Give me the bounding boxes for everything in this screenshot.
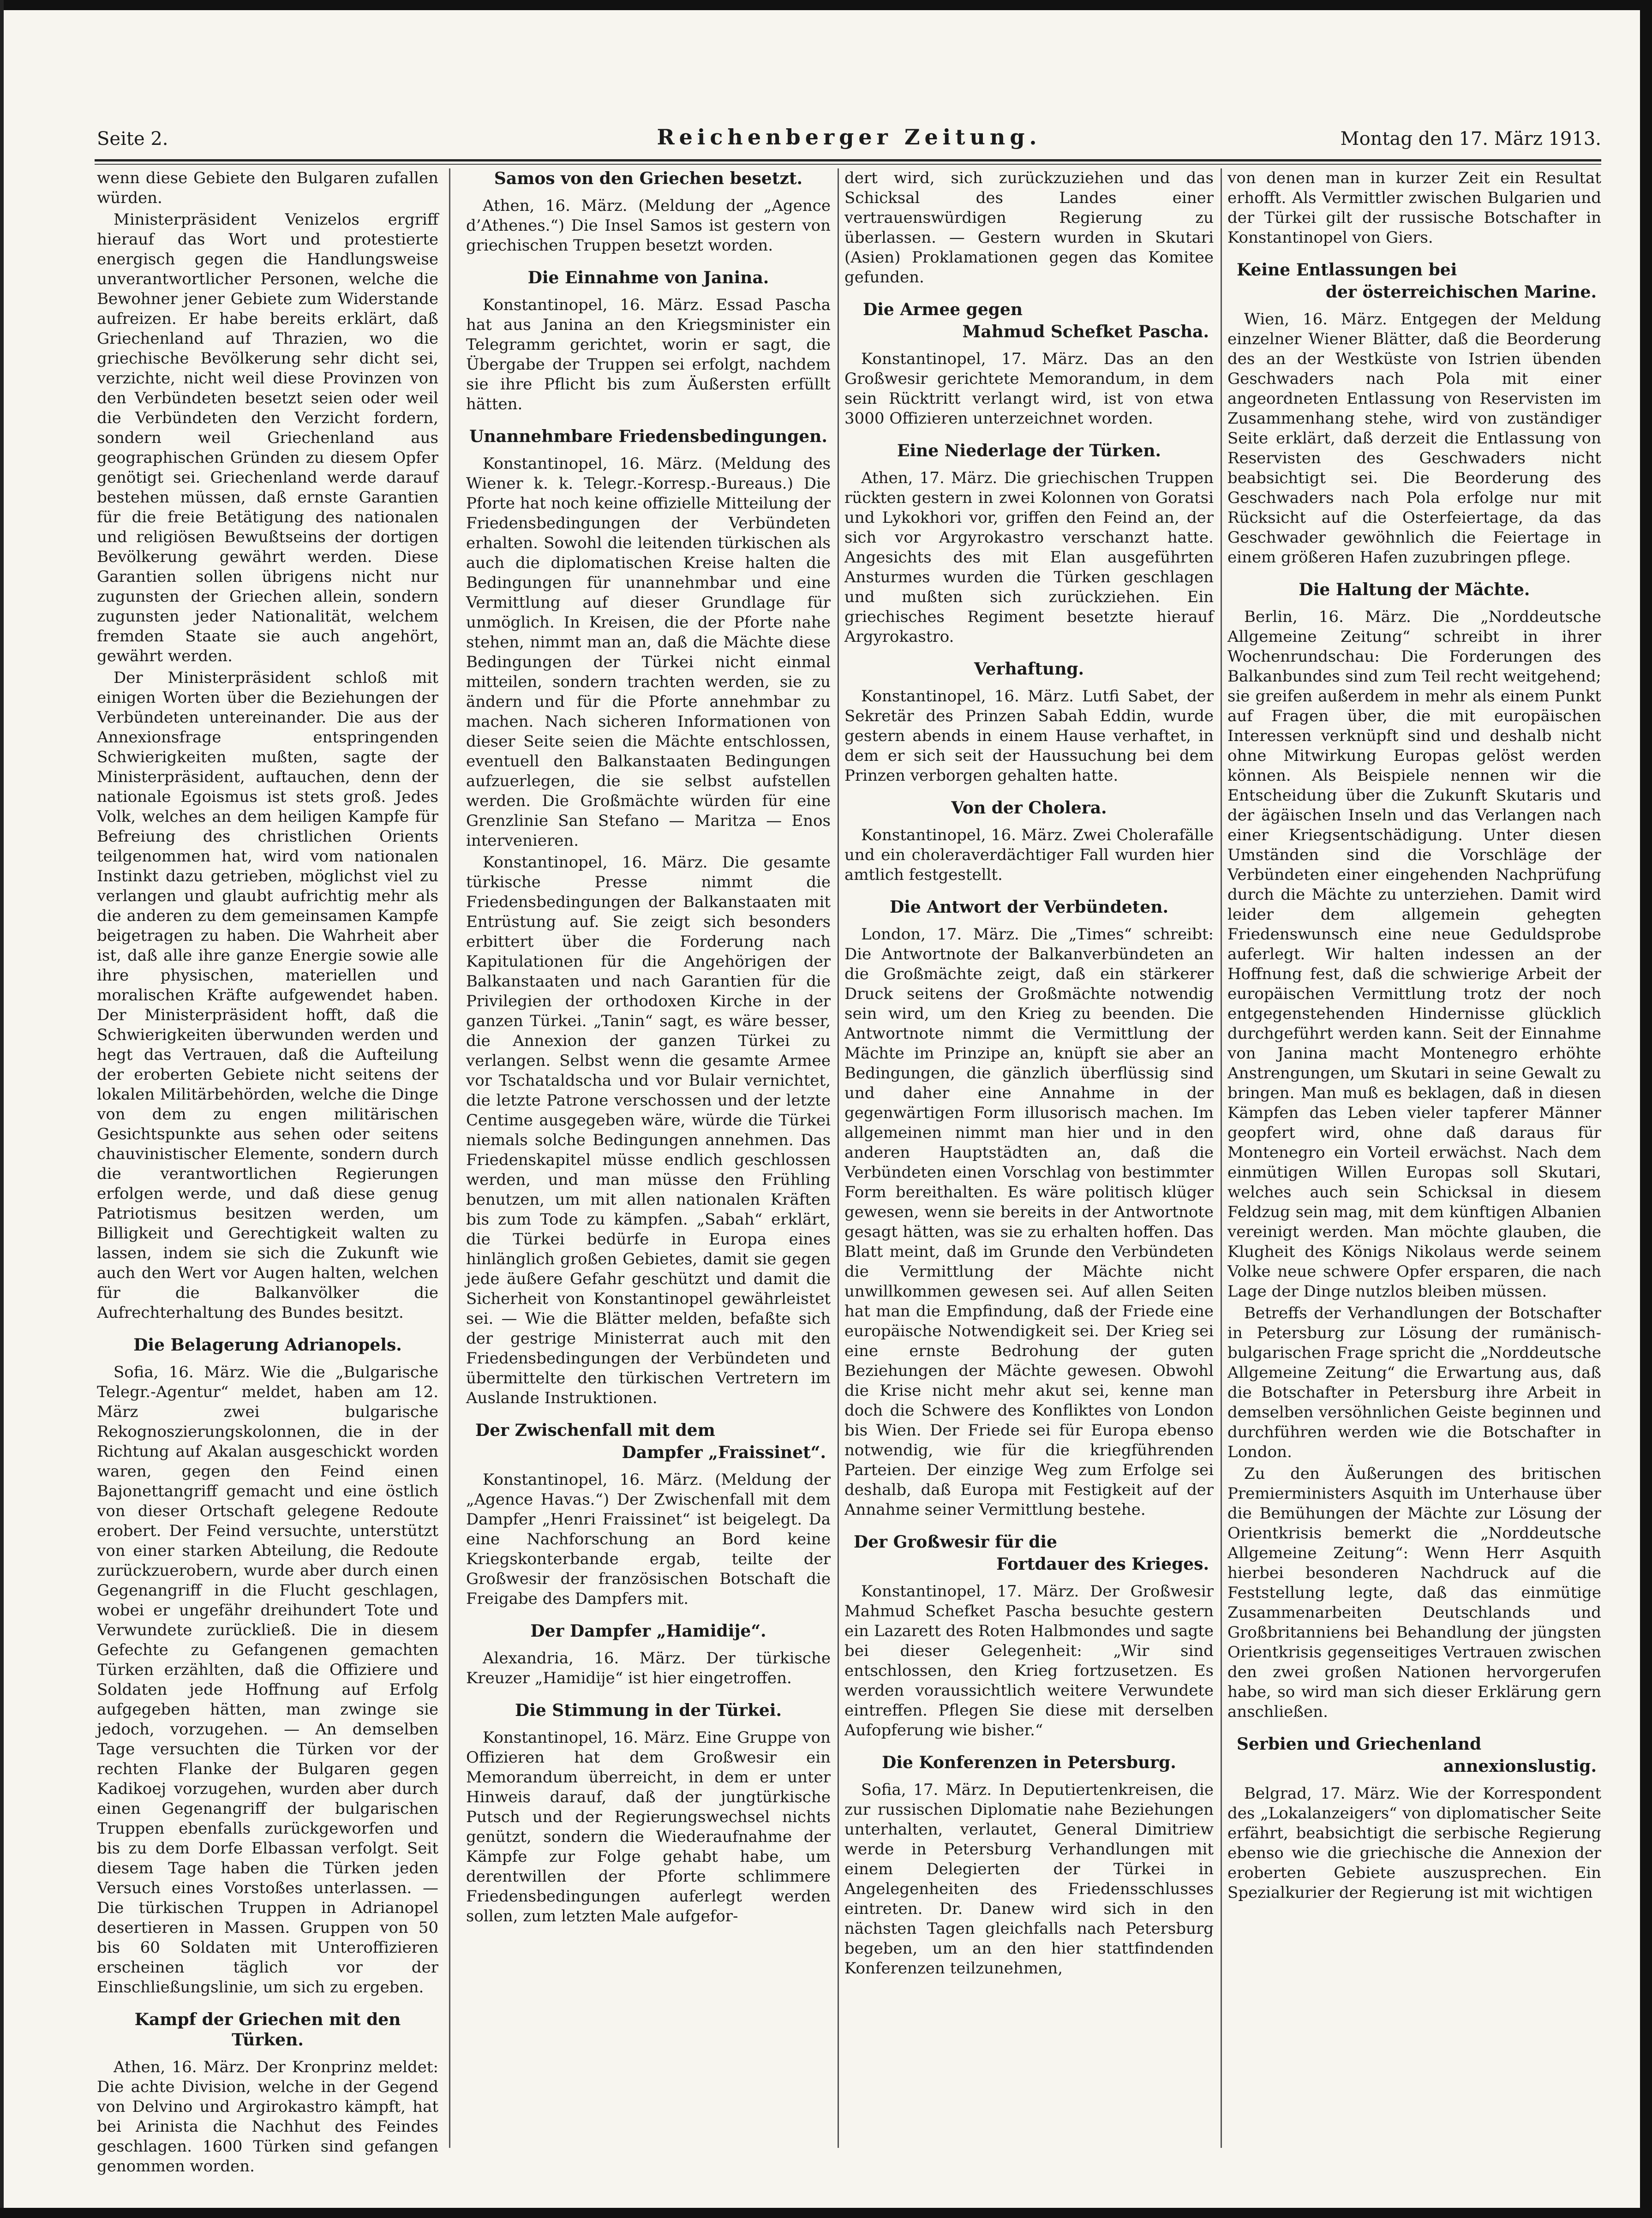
article-headline: Die Armee gegen xyxy=(863,300,1023,319)
article-headline: Die Haltung der Mächte. xyxy=(1299,580,1530,599)
article-paragraph: Belgrad, 17. März. Wie der Korrespondent des „Lokalanzeigers“ von diplomatischer Seite erfährt, beabsichtigt die serbische Regierung ebenso wie die griechische die Annexion der eroberten Gebiete auszusprechen. Ein Spezialkurier der Regierung ist mit wichtigen xyxy=(1227,1784,1601,1902)
article-paragraph: Zu den Äußerungen des britischen Premierministers Asquith im Unterhause über die Bemühungen der Mächte zur Lösung der Orientkrisis bemerkt die „Norddeutsche Allgemeine Zeitung“: Wenn Herr Asquith hierbei besonderen Nachdruck auf die Feststellung legte, daß das einmütige Zusammenarbeiten Deutschlands und Großbritanniens bei Behandlung der jüngsten Orientkrisis gegenseitiges Vertrauen zwischen den zwei großen Nationen hervorgerufen habe, so wird man sich dieser Erklärung gern anschließen. xyxy=(1227,1465,1601,1721)
article-paragraph: Berlin, 16. März. Die „Norddeutsche Allgemeine Zeitung“ schreibt in ihrer Wochenrundschau: Die Forderungen des Balkanbundes sind zum Teil recht weitgehend; sie greifen außerdem in mehr als einem Punkt auf Fragen über, die mit europäischen Interessen verknüpft sind und deshalb nicht ohne Mitwirkung Europas gelöst werden können. Als Beispiele nennen wir die Entscheidung über die Zukunft Skutaris und der ägäischen Inseln und das Verlangen nach einer Kriegsentschädigung. Unter diesen Umständen sind die Vorschläge der Verbündeten einer eingehenden Nachprüfung durch die Mächte zu unterziehen. Damit wird leider dem allgemein gehegten Friedenswunsch eine neue Geduldsprobe auferlegt. Wir halten indessen an der Hoffnung fest, daß die schwierige Arbeit der europäischen Vermittlung trotz der noch entgegenstehenden Hindernisse glücklich durchgeführt werden kann. Seit der Einnahme von Janina macht Montenegro erhöhte Anstrengungen, um Skutari in seine Gewalt zu bringen. Man muß es beklagen, daß in diesen Kämpfen das Leben vieler tapferer Männer geopfert wird, ohne daß daraus für Montenegro ein Vorteil erwächst. Nach dem einmütigen Willen Europas soll Skutari, welches auch sein Schicksal in diesem Feldzug sein mag, mit dem künftigen Albanien vereinigt werden. Man möchte glauben, die Klugheit des Königs Nikolaus werde seinem Volke neue schwere Opfer ersparen, die nach Lage der Dinge nutzlos bleiben müssen. xyxy=(1227,608,1601,1301)
header-rule-thin xyxy=(95,164,1601,165)
article-headline: Der Zwischenfall mit dem xyxy=(475,1421,715,1440)
article-headline: Von der Cholera. xyxy=(951,798,1107,818)
article-paragraph: Ministerpräsident Venizelos ergriff hierauf das Wort und protestierte energisch gegen die Handlungsweise unverantwortlicher Personen, welche die Bewohner jener Gebiete zum Widerstande aufreizen. Er habe bereits erklärt, daß Griechenland auf Thrazien, wo die griechische Bevölkerung sehr dicht sei, verzichte, nicht weil diese Provinzen von den Verbündeten besetzt seien oder weil die Verbündeten den Verzicht fordern, sondern weil Griechenland aus geographischen Gründen zu diesem Opfer genötigt sei. Griechenland werde darauf bestehen müssen, daß ernste Garantien für die freie Betätigung des nationalen und religiösen Bewußtseins der dortigen Bevölkerung gewährt werden. Diese Garantien sollen übrigens nicht nur zugunsten der Griechen allein, sondern zugunsten jeder Nationalität, welchem fremden Staate sie auch angehört, gewährt werden. xyxy=(97,210,438,665)
article-paragraph: Konstantinopel, 16. März. (Meldung des Wiener k. k. Telegr.-Korresp.-Bureaus.) Die Pforte hat noch keine offizielle Mitteilung der Friedensbedingungen der Verbündeten erhalten. Sowohl die leitenden türkischen als auch die diplomatischen Kreise halten die Bedingungen für unannehmbar und eine Vermittlung auf dieser Grundlage für unmöglich. In Kreisen, die der Pforte nahe stehen, nimmt man an, daß die Mächte diese Bedingungen der Türkei nicht einmal mitteilen, sondern trachten werden, sie zu ändern und für die Pforte annehmbar zu machen. Nach sicheren Informationen von dieser Seite seien die Mächte entschlossen, eventuell den Balkanstaaten Bedingungen aufzuerlegen, die sie selbst aufstellen werden. Die Großmächte würden für eine Grenzlinie San Stefano — Maritza — Enos intervenieren. xyxy=(466,454,831,850)
article-headline-continued: Dampfer „Fraissinet“. xyxy=(622,1443,826,1462)
header-rule xyxy=(95,159,1601,161)
article-paragraph: wenn diese Gebiete den Bulgaren zufallen würden. xyxy=(97,169,438,207)
page-number: Seite 2. xyxy=(97,128,168,149)
scan-border-right xyxy=(1640,0,1652,2218)
article-headline: Die Konferenzen in Petersburg. xyxy=(882,1753,1176,1772)
article-paragraph: Athen, 16. März. (Meldung der „Agence d’Athenes.“) Die Insel Samos ist gestern von griechischen Truppen besetzt worden. xyxy=(466,197,831,255)
masthead-title: Reichenberger Zeitung. xyxy=(657,125,1041,149)
article-paragraph: Konstantinopel, 16. März. Lutfi Sabet, der Sekretär des Prinzen Sabah Eddin, wurde gestern abends in einem Hause verhaftet, in dem er sich seit der Haussuchung bei dem Prinzen verborgen gehalten hatte. xyxy=(844,687,1214,785)
page-header xyxy=(97,125,1601,157)
scan-border-left xyxy=(0,0,4,2218)
article-paragraph: Alexandria, 16. März. Der türkische Kreuzer „Hamidije“ ist hier eingetroffen. xyxy=(466,1649,831,1687)
article-headline: Keine Entlassungen bei xyxy=(1237,260,1457,280)
article-headline: Der Dampfer „Hamidije“. xyxy=(530,1621,766,1641)
scan-border-bottom xyxy=(0,2208,1652,2218)
article-paragraph: dert wird, sich zurückzuziehen und das Schicksal des Landes einer vertrauenswürdigen Regierung zu überlassen. — Gestern wurden in Skutari (Asien) Proklamationen gegen das Komitee gefunden. xyxy=(844,169,1214,287)
article-headline: Die Einnahme von Janina. xyxy=(527,268,769,287)
article-headline: Verhaftung. xyxy=(974,659,1084,679)
column-divider xyxy=(449,168,450,2148)
column-divider xyxy=(1221,168,1222,2148)
article-headline-continued: der österreichischen Marine. xyxy=(1325,282,1597,302)
article-headline-continued: Mahmud Schefket Pascha. xyxy=(962,322,1209,341)
article-headline: Die Antwort der Verbündeten. xyxy=(889,897,1169,917)
article-paragraph: Athen, 16. März. Der Kronprinz meldet: Die achte Division, welche in der Gegend von Delvino und Argirokastro kämpft, hat bei Arinista die Nachhut des Feindes geschlagen. 1600 Türken sind gefangen genommen worden. xyxy=(97,2058,438,2176)
article-paragraph: Der Ministerpräsident schloß mit einigen Worten über die Beziehungen der Verbündeten untereinander. Die aus der Annexionsfrage entspringenden Schwierigkeiten mußten, sagte der Ministerpräsident, auftauchen, denn der nationale Egoismus ist stets groß. Jedes Volk, welches an dem heiligen Kampfe für Befreiung des christlichen Orients teilgenommen hat, wird vom nationalen Instinkt dazu getrieben, möglichst viel zu verlangen und glaubt aufrichtig mehr als die anderen zu dem gemeinsamen Kampfe beigetragen zu haben. Die Wahrheit aber ist, daß alle ihre ganze Energie sowie alle ihre physischen, materiellen und moralischen Kräfte aufgewendet haben. Der Ministerpräsident hofft, daß die Schwierigkeiten überwunden werden und hegt das Vertrauen, daß die Aufteilung der eroberten Gebiete nicht seitens der lokalen Militärbehörden, welche die Dinge von dem zu engen militärischen Gesichtspunkte aus sehen oder seitens chauvinistischer Elemente, sondern durch die verantwortlichen Regierungen erfolgen werde, und daß diese genug Patriotismus besitzen werden, um Billigkeit und Gerechtigkeit walten zu lassen, indem sie sich die Zukunft wie auch den Wert vor Augen halten, welchen für die Balkanvölker die Aufrechterhaltung des Bundes besitzt. xyxy=(97,669,438,1322)
column-1 xyxy=(97,168,438,2176)
article-paragraph: Sofia, 16. März. Wie die „Bulgarische Telegr.-Agentur“ meldet, haben am 12. März zwei bulgarische Rekognoszierungskolonnen, die in der Richtung auf Akalan ausgeschickt worden waren, gegen den Feind einen Bajonettangriff gemacht und eine östlich von dieser Ortschaft gelegene Redoute erobert. Der Feind versuchte, unterstützt von einer starken Abteilung, die Redoute zurückzuerobern, wurde aber durch einen Gegenangriff in die Flucht geschlagen, wobei er ungefähr dreihundert Tote und Verwundete zurückließ. Die in diesem Gefechte zu Gefangenen gemachten Türken erzählten, daß die Offiziere und Soldaten jede Hoffnung auf Erfolg aufgegeben hätten, man zwinge sie jedoch, vorzugehen. — An demselben Tage versuchten die Türken vor der rechten Flanke der Bulgaren gegen Kadikoej vorzugehen, wurden aber durch einen Gegenangriff der bulgarischen Truppen ebenfalls zurückgeworfen und bis zu dem Dorfe Elbassan verfolgt. Seit diesem Tage haben die Türken jeden Versuch eines Vorstoßes unterlassen. — Die türkischen Truppen in Adrianopel desertieren in Massen. Gruppen von 50 bis 60 Soldaten mit Unteroffizieren erscheinen täglich vor der Einschließungslinie, um sich zu ergeben. xyxy=(97,1363,438,1997)
scan-border-top xyxy=(0,0,1652,10)
issue-date: Montag den 17. März 1913. xyxy=(1340,128,1601,149)
article-headline: Die Belagerung Adrianopels. xyxy=(133,1335,402,1355)
article-paragraph: Konstantinopel, 17. März. Das an den Großwesir gerichtete Memorandum, in dem sein Rücktritt verlangt wird, ist von etwa 3000 Offizieren unterzeichnet worden. xyxy=(844,350,1214,428)
column-2 xyxy=(466,168,831,2148)
article-headline-continued: Fortdauer des Krieges. xyxy=(996,1554,1209,1574)
article-paragraph: Betreffs der Verhandlungen der Botschafter in Petersburg zur Lösung der rumänisch-bulgarischen Frage spricht die „Norddeutsche Allgemeine Zeitung“ die Erwartung aus, daß die Botschafter in Petersburg ihre Arbeit in demselben versöhnlichen Geiste beginnen und durchführen werden wie die Botschafter in London. xyxy=(1227,1304,1601,1461)
article-paragraph: Konstantinopel, 17. März. Der Großwesir Mahmud Schefket Pascha besuchte gestern ein Lazarett des Roten Halbmondes und sagte bei dieser Gelegenheit: „Wir sind entschlossen, den Krieg fortzusetzen. Es werden voraussichtlich weitere Verwundete eintreffen. Pflegen Sie diese mit derselben Aufopferung wie bisher.“ xyxy=(844,1582,1214,1740)
article-headline: Samos von den Griechen besetzt. xyxy=(494,169,803,188)
article-paragraph: London, 17. März. Die „Times“ schreibt: Die Antwortnote der Balkanverbündeten an die Großmächte zeigt, daß ein stärkerer Druck seitens der Großmächte notwendig sein wird, um den Krieg zu beenden. Die Antwortnote nimmt die Vermittlung der Mächte im Prinzipe an, knüpft sie aber an Bedingungen, die gänzlich überflüssig sind und daher eine Annahme in der gegenwärtigen Form illusorisch machen. Im allgemeinen nimmt man hier und in den anderen Hauptstädten an, daß die Verbündeten einen Vorschlag von bestimmter Form bereithalten. Es wäre politisch klüger gewesen, wenn sie bereits in der Antwortnote gesagt hätten, was sie zu erhalten hoffen. Das Blatt meint, daß im Grunde den Verbündeten die Vermittlung der Mächte nicht unwillkommen gewesen sei. Auf allen Seiten hat man die Empfindung, daß der Friede eine europäische Notwendigkeit sei. Der Krieg sei eine ernste Bedrohung der guten Beziehungen der Mächte gewesen. Obwohl die Krise nicht mehr akut sei, kenne man doch die Schwere des Konfliktes von London bis Wien. Der Friede sei für Europa ebenso notwendig, wie für die kriegführenden Parteien. Der einzige Weg zum Erfolge sei deshalb, daß Europa mit Festigkeit auf der Annahme seiner Vermittlung bestehe. xyxy=(844,925,1214,1519)
column-4 xyxy=(1227,168,1601,2148)
article-paragraph: Konstantinopel, 16. März. Eine Gruppe von Offizieren hat dem Großwesir ein Memorandum überreicht, in dem er unter Hinweis darauf, daß der jungtürkische Putsch und der Regierungswechsel nichts genützt, sondern die Wiederaufnahme der Kämpfe zur Folge gehabt habe, um derentwillen der Pforte schlimmere Friedensbedingungen auferlegt werden sollen, zum letzten Male aufgefor- xyxy=(466,1728,831,1925)
column-divider xyxy=(838,168,839,2148)
article-headline-continued: annexionslustig. xyxy=(1443,1757,1597,1776)
column-3 xyxy=(844,168,1214,2148)
article-paragraph: Konstantinopel, 16. März. Essad Pascha hat aus Janina an den Kriegsminister ein Telegramm gerichtet, worin er sagt, die Übergabe der Truppen sei erfolgt, nachdem sie ihre Pflicht bis zum Äußersten erfüllt hätten. xyxy=(466,296,831,413)
article-headline: Kampf der Griechen mit den Türken. xyxy=(134,2010,401,2050)
article-paragraph: Konstantinopel, 16. März. Zwei Cholerafälle und ein choleraverdächtiger Fall wurden hier amtlich festgestellt. xyxy=(844,826,1214,884)
article-paragraph: Athen, 17. März. Die griechischen Truppen rückten gestern in zwei Kolonnen von Goratsi und Lykokhori vor, griffen den Feind an, der sich vor Argyrokastro verschanzt hatte. Angesichts des mit Elan ausgeführten Ansturmes wurden die Türken geschlagen und mußten sich zurückziehen. Ein griechisches Regiment besetzte hierauf Argyrokastro. xyxy=(844,469,1214,646)
article-headline: Die Stimmung in der Türkei. xyxy=(515,1701,782,1720)
article-headline: Serbien und Griechenland xyxy=(1237,1734,1482,1754)
article-headline: Der Großwesir für die xyxy=(854,1532,1057,1552)
article-paragraph: Wien, 16. März. Entgegen der Meldung einzelner Wiener Blätter, daß die Beorderung des an der Westküste von Istrien übenden Geschwaders nach Pola mit einer angeordneten Entlassung von Reservisten im Zusammenhang stehe, wird von zuständiger Seite erklärt, daß derzeit die Entlassung von Reservisten des Geschwaders nicht beabsichtigt sei. Die Beorderung des Geschwaders nach Pola erfolge nur mit Rücksicht auf die Osterfeiertage, da das Geschwader gewöhnlich die Feiertage in einem größeren Hafen zuzubringen pflege. xyxy=(1227,310,1601,567)
article-headline: Eine Niederlage der Türken. xyxy=(897,441,1161,460)
article-paragraph: von denen man in kurzer Zeit ein Resultat erhofft. Als Vermittler zwischen Bulgarien und der Türkei gilt der russische Botschafter in Konstantinopel von Giers. xyxy=(1227,169,1601,247)
article-paragraph: Konstantinopel, 16. März. Die gesamte türkische Presse nimmt die Friedensbedingungen der Balkanstaaten mit Entrüstung auf. Sie zeigt sich besonders erbittert über die Forderung nach Kapitulationen für die Angehörigen der Balkanstaaten und nach Garantien für die Privilegien der orthodoxen Kirche in der ganzen Türkei. „Tanin“ sagt, es wäre besser, die Annexion der ganzen Türkei zu verlangen. Selbst wenn die gesamte Armee vor Tschataldscha und vor Bulair vernichtet, die letzte Patrone verschossen und der letzte Centime ausgegeben wäre, würde die Türkei niemals solche Bedingungen annehmen. Das Friedenskapitel müsse endlich geschlossen werden, und man müsse den Frühling benutzen, um mit allen nationalen Kräften bis zum Tode zu kämpfen. „Sabah“ erklärt, die Türkei bedürfe in Europa eines hinlänglich großen Gebietes, damit sie gegen jede äußere Gefahr geschützt und damit die Sicherheit von Konstantinopel gewährleistet sei. — Wie die Blätter melden, befaßte sich der gestrige Ministerrat auch mit den Friedensbedingungen der Verbündeten und übermittelte den türkischen Vertretern im Auslande Instruktionen. xyxy=(466,853,831,1407)
article-headline: Unannehmbare Friedensbedingungen. xyxy=(469,427,827,446)
article-paragraph: Sofia, 17. März. In Deputiertenkreisen, die zur russischen Diplomatie nahe Beziehungen unterhalten, verlautet, General Dimitriew werde in Petersburg Verhandlungen mit einem Delegierten der Türkei in Angelegenheiten des Friedensschlusses eintreten. Dr. Danew wird sich in den nächsten Tagen gleichfalls nach Petersburg begeben, um an den hier stattfindenden Konferenzen teilzunehmen, xyxy=(844,1781,1214,1978)
article-paragraph: Konstantinopel, 16. März. (Meldung der „Agence Havas.“) Der Zwischenfall mit dem Dampfer „Henri Fraissinet“ ist beigelegt. Da eine Nachforschung an Bord keine Kriegskonterbande ergab, teilte der Großwesir der französischen Botschaft die Freigabe des Dampfers mit. xyxy=(466,1471,831,1608)
